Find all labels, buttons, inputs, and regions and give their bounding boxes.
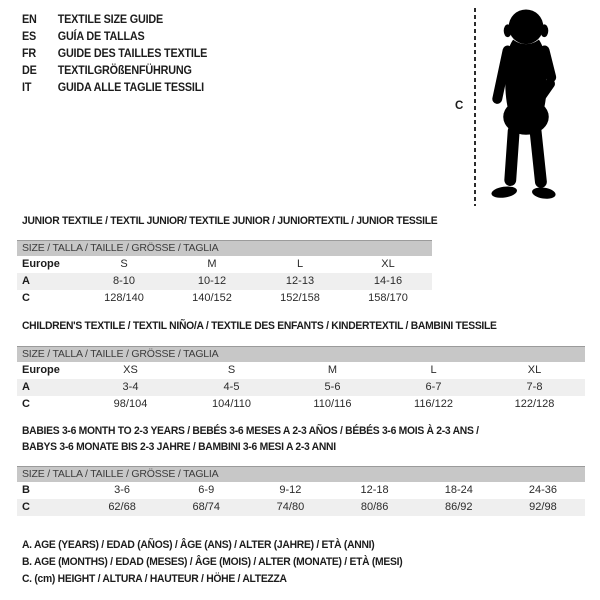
footnote-a: A. AGE (YEARS) / EDAD (AÑOS) / ÂGE (ANS) / ALTER (JAHRE) / ETÀ (ANNI) [22, 539, 375, 551]
language-code: FR [22, 48, 37, 60]
cell-value: 104/110 [212, 398, 251, 410]
cell-value: L [430, 364, 437, 376]
cell-value: S [227, 364, 236, 376]
cell-value: 86/92 [445, 501, 473, 513]
junior-table-title [22, 213, 437, 229]
table-title-line: JUNIOR TEXTILE / TEXTIL JUNIOR/ TEXTILE JUNIOR / JUNIORTEXTIL / JUNIOR TESSILE [22, 215, 438, 227]
height-measure-line [474, 8, 476, 206]
cell-value: 140/152 [192, 292, 232, 304]
cell-value: 8-10 [112, 275, 136, 287]
cell-value: 152/158 [280, 292, 320, 304]
table-rows [17, 362, 585, 413]
row-label: A [22, 275, 30, 287]
children-table-title [22, 318, 497, 334]
row-label: Europe [22, 258, 60, 270]
language-title: GUIDA ALLE TAGLIE TESSILI [57, 82, 204, 94]
cell-value: M [327, 364, 338, 376]
cell-value: 128/140 [104, 292, 144, 304]
language-row [22, 63, 207, 80]
cell-value: XS [123, 364, 138, 376]
cell-value: XL [381, 258, 395, 270]
cell-value: 98/104 [113, 398, 148, 410]
language-code: DE [22, 65, 37, 77]
footnote-c: C. (cm) HEIGHT / ALTURA / HAUTEUR / HÖHE / ALTEZZA [22, 573, 287, 585]
row-label: A [22, 381, 30, 393]
row-label: Europe [22, 364, 60, 376]
language-title: GUÍA DE TALLAS [57, 31, 145, 43]
cell-value: 14-16 [373, 275, 403, 287]
cell-value: 68/74 [192, 501, 221, 513]
cell-value: 6-9 [198, 484, 215, 496]
cell-value: 24-36 [528, 484, 558, 496]
cell-value: 92/98 [529, 501, 557, 513]
cell-value: 10-12 [197, 275, 227, 287]
table-row [17, 256, 432, 273]
language-title: TEXTILGRÖßENFÜHRUNG [57, 65, 192, 77]
cell-value: M [207, 258, 217, 270]
footnotes [22, 537, 402, 588]
cell-value: 7-8 [526, 381, 543, 393]
cell-value: 6-7 [425, 381, 442, 393]
cell-value: 62/68 [108, 501, 136, 513]
cell-value: 12-13 [285, 275, 315, 287]
cell-value: 122/128 [514, 398, 555, 410]
cell-value: 12-18 [360, 484, 389, 496]
row-label: C [22, 501, 30, 513]
size-header-bar: SIZE / TALLA / TAILLE / GRÖSSE / TAGLIA [17, 346, 585, 362]
table-row [17, 273, 432, 290]
cell-value: 4-5 [223, 381, 240, 393]
cell-value: 80/86 [360, 501, 389, 513]
language-row [22, 80, 207, 97]
language-row [22, 12, 207, 29]
table-row [17, 379, 585, 396]
cell-value: 9-12 [279, 484, 302, 496]
table-row [17, 482, 585, 499]
cell-value: XL [527, 364, 542, 376]
language-code: IT [22, 82, 32, 94]
table-title-line: CHILDREN'S TEXTILE / TEXTIL NIÑO/A / TEXTILE DES ENFANTS / KINDERTEXTIL / BAMBINI TESSILE [22, 320, 497, 332]
language-title: TEXTILE SIZE GUIDE [57, 14, 164, 26]
children-size-table [17, 346, 585, 413]
babies-table-title [22, 423, 479, 455]
cell-value: 18-24 [444, 484, 473, 496]
cell-value: 158/170 [368, 292, 408, 304]
table-row [17, 290, 432, 307]
cell-value: L [296, 258, 304, 270]
table-row [17, 362, 585, 379]
cell-value: 110/116 [313, 398, 352, 410]
row-label: B [22, 484, 30, 496]
row-label: C [22, 292, 30, 304]
footnote-b: B. AGE (MONTHS) / EDAD (MESES) / ÂGE (MOIS) / ALTER (MONATE) / ETÀ (MESI) [22, 556, 403, 568]
table-row [17, 396, 585, 413]
language-code: EN [22, 14, 37, 26]
table-rows [17, 256, 432, 307]
size-header-bar: SIZE / TALLA / TAILLE / GRÖSSE / TAGLIA [17, 466, 585, 482]
table-title-line: BABIES 3-6 MONTH TO 2-3 YEARS / BEBÉS 3-6 MESES A 2-3 AÑOS / BÉBÉS 3-6 MOIS À 2-3 ANS / [22, 425, 479, 437]
size-header-bar: SIZE / TALLA / TAILLE / GRÖSSE / TAGLIA [17, 240, 432, 256]
language-row [22, 46, 207, 63]
row-label: C [22, 398, 30, 410]
toddler-silhouette-icon [481, 6, 571, 204]
language-title-list [22, 12, 207, 97]
cell-value: 116/122 [414, 398, 453, 410]
language-title: GUIDE DES TAILLES TEXTILE [57, 48, 208, 60]
table-title-line: BABYS 3-6 MONATE BIS 2-3 JAHRE / BAMBINI 3-6 MESI A 2-3 ANNI [22, 441, 336, 453]
table-row [17, 499, 585, 516]
cell-value: 5-6 [324, 381, 341, 393]
babies-size-table [17, 466, 585, 516]
cell-value: 3-4 [122, 381, 139, 393]
cell-value: 74/80 [276, 501, 305, 513]
junior-size-table [17, 240, 432, 307]
table-rows [17, 482, 585, 516]
cell-value: 3-6 [114, 484, 131, 496]
language-row [22, 29, 207, 46]
height-label: C [455, 100, 464, 112]
language-code: ES [22, 31, 37, 43]
cell-value: S [120, 258, 128, 270]
